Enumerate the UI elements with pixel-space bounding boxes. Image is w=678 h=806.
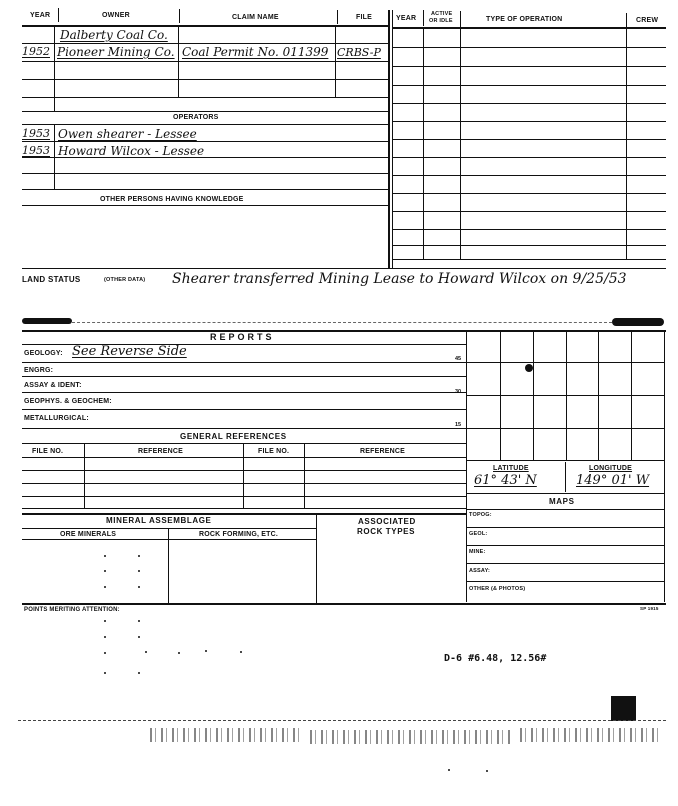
rock-types-label: ROCK TYPES: [357, 527, 416, 536]
longitude-label: LONGITUDE: [589, 465, 633, 472]
associated-label: ASSOCIATED: [358, 517, 416, 526]
maps-mine: MINE:: [469, 549, 486, 555]
geology-label: GEOLOGY:: [24, 350, 63, 357]
crew-header: CREW: [636, 17, 659, 24]
scale-15: 15: [455, 422, 462, 428]
operators-heading: OPERATORS: [173, 114, 219, 121]
year-header: YEAR: [30, 12, 51, 19]
operator-2-year: 1953: [22, 144, 50, 157]
reports-heading: REPORTS: [210, 332, 275, 342]
land-status-sub: (OTHER DATA): [104, 277, 146, 283]
owner-header: OWNER: [102, 12, 130, 19]
metallurgical-label: METALLURGICAL:: [24, 415, 89, 422]
mineral-assemblage-heading: MINERAL ASSEMBLAGE: [106, 516, 212, 525]
location-mark: [525, 364, 533, 372]
gr-file-no-2: FILE NO.: [258, 448, 290, 455]
owner-entry-2: Pioneer Mining Co.: [57, 45, 175, 59]
or-idle-header: OR IDLE: [429, 18, 453, 24]
scale-45: 45: [455, 356, 462, 362]
gr-file-no: FILE NO.: [32, 448, 64, 455]
active-header: ACTIVE: [431, 11, 453, 17]
registration-square: [611, 696, 636, 721]
type-of-operation-header: TYPE OF OPERATION: [486, 16, 563, 23]
maps-heading: MAPS: [549, 497, 575, 506]
year2-header: YEAR: [396, 15, 417, 22]
operator-1-name: Owen shearer - Lessee: [58, 127, 197, 141]
file-header: FILE: [356, 14, 372, 21]
general-references-heading: GENERAL REFERENCES: [180, 432, 287, 441]
maps-other: OTHER (& PHOTOS): [469, 586, 526, 592]
scale-30: 30: [455, 389, 462, 395]
land-status-label: LAND STATUS: [22, 275, 81, 284]
smudge-right: [612, 318, 664, 326]
points-meriting-label: POINTS MERITING ATTENTION:: [24, 607, 120, 613]
geophys-label: GEOPHYS. & GEOCHEM:: [24, 398, 112, 405]
maps-assay: ASSAY:: [469, 568, 491, 574]
latitude-value: 61° 43' N: [474, 473, 537, 488]
ore-minerals-label: ORE MINERALS: [60, 531, 117, 538]
gr-reference-2: REFERENCE: [360, 448, 405, 455]
latitude-label: LATITUDE: [493, 465, 529, 472]
operator-2-name: Howard Wilcox - Lessee: [58, 144, 205, 158]
form-number: SP 1915: [640, 606, 659, 611]
other-persons-heading: OTHER PERSONS HAVING KNOWLEDGE: [100, 196, 244, 203]
typed-note: D-6 #6.48, 12.56#: [444, 653, 547, 664]
owner-entry-2-year: 1952: [22, 45, 50, 58]
longitude-value: 149° 01' W: [576, 473, 650, 488]
smudge: [22, 318, 72, 324]
geology-value: See Reverse Side: [72, 344, 187, 359]
claim-name-header: CLAIM NAME: [232, 14, 279, 21]
maps-topog: TOPOG:: [469, 512, 492, 518]
assay-label: ASSAY & IDENT:: [24, 382, 82, 389]
rock-forming-label: ROCK FORMING, ETC.: [199, 531, 279, 538]
owner-entry-2-claim: Coal Permit No. 011399: [182, 45, 329, 59]
owner-entry-1: Dalberty Coal Co.: [60, 28, 168, 42]
operator-1-year: 1953: [22, 127, 50, 140]
gr-reference: REFERENCE: [138, 448, 183, 455]
land-status-text: Shearer transferred Mining Lease to Howard Wilcox on 9/25/53: [172, 271, 627, 287]
maps-geol: GEOL:: [469, 531, 488, 537]
owner-entry-2-file: CRBS-P: [337, 46, 381, 59]
engrg-label: ENGRG:: [24, 367, 54, 374]
